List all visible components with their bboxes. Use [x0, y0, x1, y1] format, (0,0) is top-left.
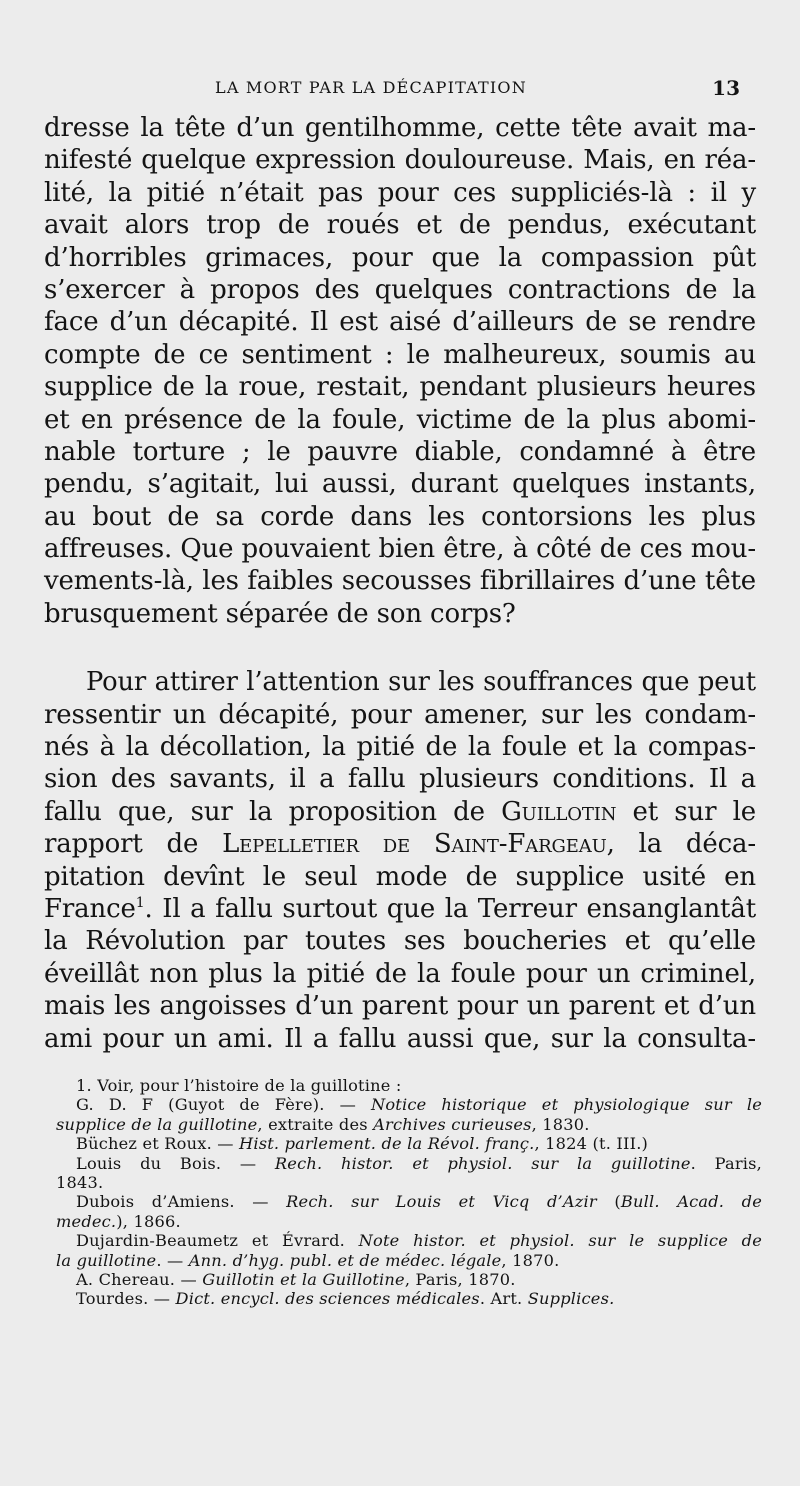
text-run: rapport de [44, 829, 223, 860]
text-line: affreuses. Que pouvaient bien être, à côté de ces mou- [44, 534, 756, 565]
text-run: Dujardin-Beaumetz et Évrard. [76, 1231, 359, 1251]
text-line: avait alors trop de roués et de pendus, exécutant [44, 210, 756, 241]
citation-title: Supplices. [527, 1289, 615, 1309]
text-run: , 1824 (t. III.) [534, 1134, 649, 1154]
text-run: et sur le [616, 796, 756, 827]
text-line [44, 893, 756, 925]
text-run: France [44, 893, 136, 924]
text-run: Büchez et Roux. — [76, 1134, 240, 1154]
text-run: A. Chereau. — [76, 1270, 203, 1290]
text-line [44, 828, 756, 860]
text-line: supplice de la roue, restait, pendant plusieurs heures [44, 372, 756, 403]
text-run: Louis du Bois. — [76, 1153, 275, 1173]
footnote-line [56, 1270, 762, 1289]
text-line: éveillât non plus la pitié de la foule pour un criminel, [44, 958, 756, 989]
footnote-line [56, 1192, 762, 1211]
citation-title: Archives curieuses [373, 1114, 532, 1134]
text-run: ), 1866. [116, 1211, 181, 1231]
text-line: s’exercer à propos des quelques contractions de la [44, 274, 756, 305]
text-run: , la déca- [606, 829, 756, 860]
text-line: pitation devînt le seul mode de supplice usité en [44, 861, 756, 892]
text-line: mais les angoisses d’un parent pour un parent et d’un [44, 991, 756, 1022]
text-line: au bout de sa corde dans les contorsions les plus [44, 501, 756, 532]
text-line: compte de ce sentiment : le malheureux, soumis au [44, 339, 756, 370]
footnote-line [56, 1115, 762, 1134]
text-run: . Art. [479, 1289, 528, 1309]
text-line: brusquement séparée de son corps? [44, 598, 516, 629]
text-line: et en présence de la foule, victime de la plus abomi- [44, 404, 756, 435]
text-line [44, 796, 756, 828]
footnote-line [56, 1212, 762, 1231]
footnote-line [56, 1154, 762, 1173]
body-text [44, 112, 756, 1055]
citation-title: Dict. encycl. des sciences médicales [175, 1289, 480, 1309]
text-line: nés à la décollation, la pitié de la foule et la compas- [44, 732, 756, 763]
footnotes [56, 1076, 762, 1309]
text-line: Pour attirer l’attention sur les souffrances que peut [86, 667, 756, 698]
citation-title: la guillotine [56, 1250, 157, 1270]
citation-title: Hist. parlement. de la Révol. franç. [239, 1134, 535, 1154]
text-run: , extraite des [257, 1114, 374, 1134]
citation-title: Note histor. et physiol. sur le supplice de [358, 1231, 762, 1251]
text-run: . — [156, 1250, 189, 1270]
running-head [46, 76, 746, 100]
text-run: G. D. F (Guyot de Fère). — [76, 1095, 371, 1115]
citation-title: Rech. sur Louis et Vicq d’Azir [286, 1192, 597, 1212]
footnote-line: 1843. [56, 1173, 104, 1193]
citation-title: medec. [56, 1211, 117, 1231]
footnote-line [56, 1289, 762, 1308]
citation-title: Bull. Acad. de [620, 1192, 762, 1212]
citation-title: Guillotin et la Guillotine [202, 1270, 405, 1290]
text-line: face d’un décapité. Il est aisé d’ailleurs de se rendre [44, 307, 756, 338]
paragraph [44, 666, 756, 1055]
page-number: 13 [712, 76, 740, 100]
author-name: Lepelletier de Saint-Fargeau [222, 829, 607, 860]
text-line: ressentir un décapité, pour amener, sur les condam- [44, 699, 756, 730]
author-name: Guillotin [501, 796, 617, 827]
text-run: ( [596, 1192, 621, 1212]
footnote-line [56, 1251, 762, 1270]
text-run: , 1830. [531, 1114, 590, 1134]
paragraph [44, 112, 756, 630]
text-run: , 1870. [501, 1250, 560, 1270]
text-run: . Il a fallu surtout que la Terreur ensanglantât [144, 893, 756, 924]
text-line: dresse la tête d’un gentilhomme, cette tête avait ma- [44, 113, 756, 143]
text-run: , Paris, 1870. [404, 1270, 516, 1290]
running-title: LA MORT PAR LA DÉCAPITATION [215, 78, 527, 97]
text-run: . Paris, [690, 1153, 763, 1173]
footnote-line [56, 1095, 762, 1114]
text-line: ami pour un ami. Il a fallu aussi que, sur la consulta- [44, 1023, 756, 1054]
text-run: Dubois d’Amiens. — [76, 1192, 287, 1212]
footnote-marker: 1 [135, 894, 145, 911]
text-line: la Révolution par toutes ses boucheries et qu’elle [44, 926, 756, 957]
text-run: Tourdes. — [76, 1289, 176, 1309]
footnote-line [56, 1231, 762, 1250]
text-run: fallu que, sur la proposition de [44, 796, 502, 827]
text-line: vements-là, les faibles secousses fibrillaires d’une tête [44, 566, 756, 597]
footnote-line: 1. Voir, pour l’histoire de la guillotine : [76, 1076, 402, 1095]
citation-title: Notice historique et physiologique sur le [370, 1095, 762, 1115]
citation-title: Ann. d’hyg. publ. et de médec. légale [188, 1250, 502, 1270]
text-line: sion des savants, il a fallu plusieurs conditions. Il a [44, 764, 756, 795]
text-line: d’horribles grimaces, pour que la compassion pût [44, 242, 756, 273]
text-line: nifesté quelque expression douloureuse. Mais, en réa- [44, 145, 756, 176]
paragraph-gap [44, 630, 756, 666]
citation-title: Rech. histor. et physiol. sur la guillotine [274, 1153, 691, 1173]
text-line: lité, la pitié n’était pas pour ces suppliciés-là : il y [44, 177, 756, 208]
citation-title: supplice de la guillotine [56, 1114, 258, 1134]
text-line: pendu, s’agitait, lui aussi, durant quelques instants, [44, 469, 756, 500]
text-line: nable torture ; le pauvre diable, condamné à être [44, 436, 756, 467]
footnote-line [56, 1134, 762, 1153]
